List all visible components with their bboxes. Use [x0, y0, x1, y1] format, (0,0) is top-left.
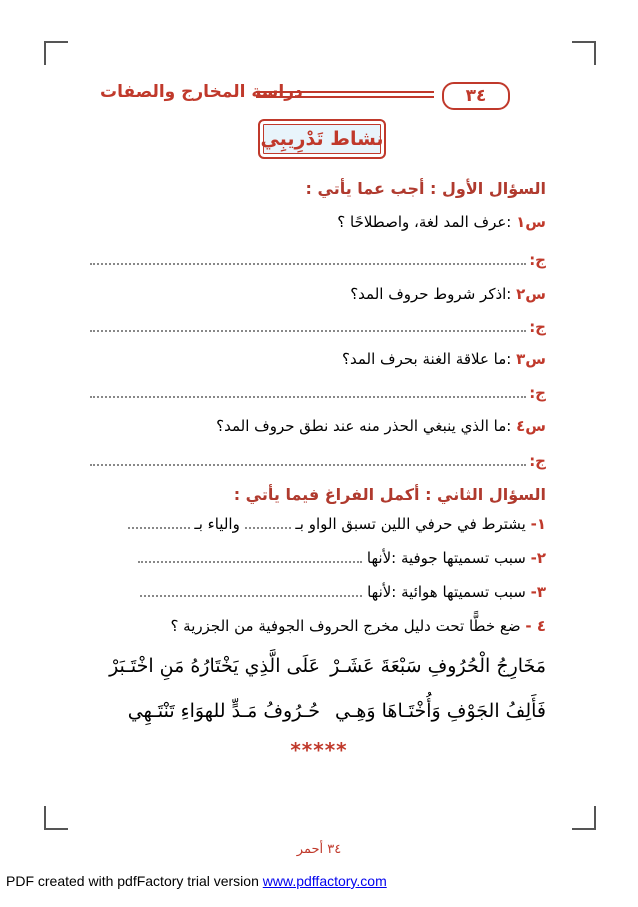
answer-line-2[interactable]	[90, 318, 546, 336]
frame-corner-bottom-left	[44, 806, 68, 830]
answer-label: ج:	[529, 452, 546, 470]
question-3	[342, 350, 546, 368]
header-page-number: ٣٤	[442, 82, 510, 110]
frame-corner-top-left	[44, 41, 68, 65]
fill-blank-3[interactable]	[140, 585, 362, 597]
question-4-text: :ما الذي ينبغي الحذر منه عند نطق حروف المد؟	[216, 417, 512, 435]
fill-item-3-number: ٣-	[530, 583, 546, 601]
question-1-label: س١	[516, 213, 546, 231]
question-1	[337, 213, 546, 231]
answer-dots	[90, 263, 526, 265]
fill-item-4-text: ضع خطًّا تحت دليل مخرج الحروف الجوفية من الجزرية ؟	[170, 617, 521, 635]
question-1-text: :عرف المد لغة، واصطلاحًا ؟	[337, 213, 512, 231]
fill-item-4-number: ٤ -	[525, 617, 546, 635]
section2-heading: السؤال الثاني : أكمل الفراغ فيما يأتي :	[233, 485, 546, 504]
answer-line-3[interactable]	[90, 384, 546, 402]
fill-item-1-text-a: يشترط في حرفي اللين تسبق الواو بـ	[295, 515, 526, 533]
poem-verse-2-right: فَأَلِفُ الجَوْفِ وَأُخْتَـاهَا وَهِـي	[335, 700, 546, 722]
question-2-text: :اذكر شروط حروف المد؟	[350, 285, 512, 303]
fill-item-3	[140, 583, 546, 601]
answer-label: ج:	[529, 384, 546, 402]
pdf-footer	[6, 873, 387, 889]
page-header	[80, 82, 560, 108]
fill-item-2-text: سبب تسميتها جوفية :لأنها	[366, 549, 526, 567]
frame-corner-bottom-right	[572, 806, 596, 830]
answer-dots	[90, 330, 526, 332]
question-2-label: س٢	[516, 285, 546, 303]
fill-item-4	[170, 617, 546, 635]
poem-verse-1-right: مَخَارِجُ الْحُرُوفِ سَبْعَةَ عَشَـرْ	[330, 655, 546, 677]
fill-item-1-number: ١-	[530, 515, 546, 533]
fill-item-3-text: سبب تسميتها هوائية :لأنها	[367, 583, 526, 601]
section1-heading: السؤال الأول : أجب عما يأتي :	[305, 179, 546, 198]
question-4	[216, 417, 546, 435]
pdf-footer-link[interactable]: www.pdffactory.com	[262, 873, 387, 889]
answer-line-4[interactable]	[90, 452, 546, 470]
fill-item-1-text-b: والياء بـ	[194, 515, 240, 533]
activity-title: نشاط تَدْرِيبِي	[258, 119, 386, 159]
answer-label: ج:	[529, 318, 546, 336]
answer-dots	[90, 396, 526, 398]
footer-page-label: ٣٤ أحمر	[296, 842, 342, 857]
question-4-label: س٤	[516, 417, 546, 435]
header-rule	[256, 91, 434, 98]
answer-label: ج:	[529, 251, 546, 269]
frame-corner-top-right	[572, 41, 596, 65]
poem-stars: *****	[290, 738, 348, 762]
fill-blank-2[interactable]	[138, 551, 362, 563]
fill-item-2-number: ٢-	[530, 549, 546, 567]
fill-item-2	[138, 549, 546, 567]
poem-verse-2-left: حُـرُوفُ مَـدٍّ للهوَاءِ تَنْتَـهِي	[127, 700, 320, 722]
fill-item-1	[128, 515, 546, 533]
header-title: دراسة المخارج والصفات	[100, 82, 303, 102]
fill-blank-1b[interactable]	[128, 517, 190, 529]
pdf-footer-text: PDF created with pdfFactory trial version	[6, 873, 259, 889]
answer-line-1[interactable]	[90, 251, 546, 269]
question-3-label: س٣	[516, 350, 546, 368]
question-2	[350, 285, 546, 303]
fill-blank-1a[interactable]	[245, 517, 291, 529]
poem-verse-1-left: عَلَى الَّذِي يَخْتَارُهُ مَنِ اخْتَـبَرْ	[109, 655, 320, 677]
answer-dots	[90, 464, 526, 466]
question-3-text: :ما علاقة الغنة بحرف المد؟	[342, 350, 512, 368]
